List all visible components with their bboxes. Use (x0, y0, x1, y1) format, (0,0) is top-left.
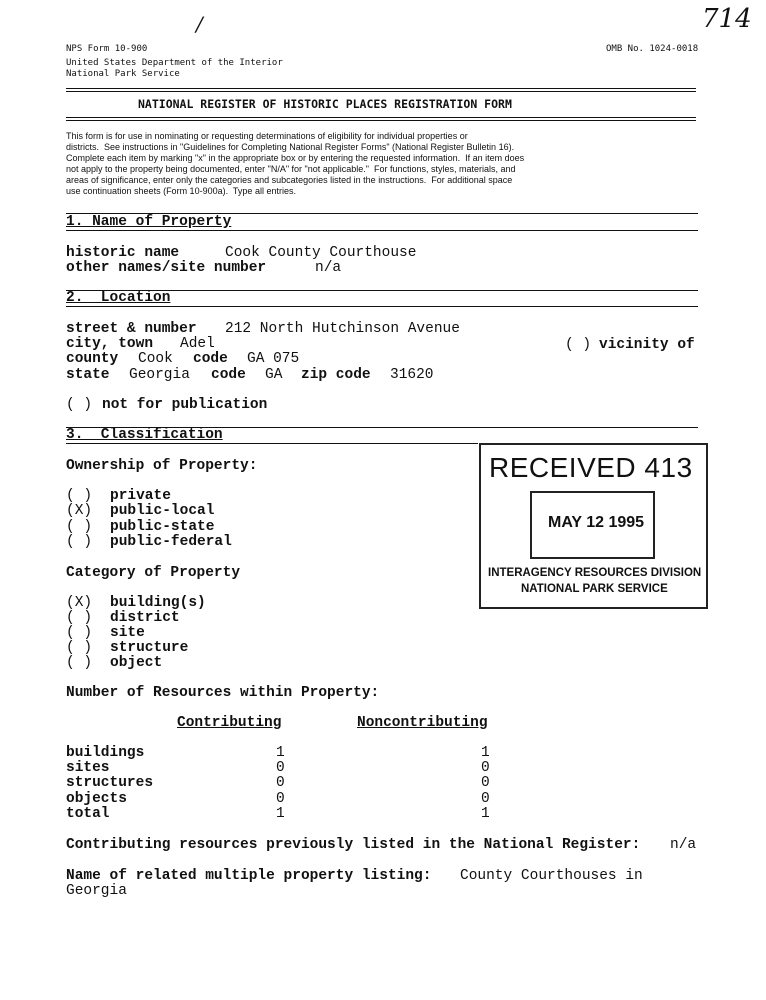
title-rule-top (66, 88, 696, 89)
zip-value: 31620 (390, 367, 434, 383)
street-value: 212 North Hutchinson Avenue (225, 321, 460, 337)
city-label: city, town (66, 336, 154, 352)
street-label: street & number (66, 321, 197, 337)
resource-label-objects: objects (66, 791, 127, 807)
resource-label-buildings: buildings (66, 745, 145, 761)
handwritten-mark: / (196, 12, 203, 36)
title-rule-bottom2 (66, 120, 696, 121)
ownership-checkbox-public-local[interactable]: (X) (66, 503, 93, 519)
resource-contributing-total: 1 (276, 806, 285, 822)
category-label-structure: structure (110, 640, 189, 656)
not-for-publication-label: not for publication (102, 397, 268, 413)
instruction-line: not apply to the property being documented, enter "N/A" for "not applicable." For functions, styles, materials, and (66, 164, 516, 174)
category-label: Category of Property (66, 565, 241, 581)
other-names-value: n/a (315, 260, 342, 276)
section1-rule-bottom (66, 230, 698, 231)
resource-contributing-structures: 0 (276, 775, 285, 791)
section2-rule-bottom (66, 306, 698, 307)
historic-name-value: Cook County Courthouse (225, 245, 417, 261)
category-label-object: object (110, 655, 163, 671)
department: United States Department of the Interior (66, 58, 283, 68)
title-rule-top2 (66, 91, 696, 92)
ownership-label-private: private (110, 488, 171, 504)
historic-name-label: historic name (66, 245, 180, 261)
resources-label: Number of Resources within Property: (66, 685, 380, 701)
vicinity-label: vicinity of (599, 337, 695, 353)
section2-heading: 2. Location (66, 290, 171, 306)
state-code-label: code (211, 367, 246, 383)
city-value: Adel (180, 336, 215, 352)
section1-heading: 1. Name of Property (66, 214, 232, 230)
title-rule-bottom (66, 117, 696, 118)
stamp-service: NATIONAL PARK SERVICE (521, 583, 668, 595)
ownership-checkbox-private[interactable]: ( ) (66, 488, 93, 504)
resource-noncontributing-buildings: 1 (481, 745, 490, 761)
form-number: NPS Form 10-900 (66, 44, 148, 54)
resource-contributing-objects: 0 (276, 791, 285, 807)
state-label: state (66, 367, 110, 383)
category-checkbox-structure[interactable]: ( ) (66, 640, 93, 656)
omb-number: OMB No. 1024-0018 (606, 44, 699, 54)
section3-heading: 3. Classification (66, 427, 223, 443)
instruction-line: use continuation sheets (Form 10-900a). Type all entries. (66, 186, 296, 196)
service: National Park Service (66, 69, 180, 79)
related-listing-value: County Courthouses in (460, 868, 643, 884)
resource-label-total: total (66, 806, 110, 822)
ownership-checkbox-public-federal[interactable]: ( ) (66, 534, 93, 550)
county-code-value: GA 075 (247, 351, 300, 367)
county-value: Cook (138, 351, 173, 367)
resource-label-structures: structures (66, 775, 154, 791)
ownership-label-public-federal: public-federal (110, 534, 232, 550)
section3-rule-bottom (66, 443, 478, 444)
resource-noncontributing-sites: 0 (481, 760, 490, 776)
ownership-label-public-local: public-local (110, 503, 215, 519)
contributing-header: Contributing (177, 715, 282, 731)
vicinity-checkbox[interactable]: ( ) (565, 337, 592, 353)
state-value: Georgia (129, 367, 190, 383)
resource-noncontributing-objects: 0 (481, 791, 490, 807)
instructions (66, 131, 706, 197)
handwritten-number: 714 (702, 4, 752, 34)
zip-label: zip code (301, 367, 371, 383)
stamp-received-text: RECEIVED 413 (489, 452, 693, 483)
county-label: county (66, 351, 119, 367)
resource-noncontributing-structures: 0 (481, 775, 490, 791)
form-title: NATIONAL REGISTER OF HISTORIC PLACES REGISTRATION FORM (138, 97, 512, 111)
county-code-label: code (193, 351, 228, 367)
stamp-division: INTERAGENCY RESOURCES DIVISION (488, 567, 702, 579)
noncontributing-header: Noncontributing (357, 715, 488, 731)
not-for-publication-checkbox[interactable]: ( ) (66, 397, 93, 413)
related-listing-value-cont: Georgia (66, 883, 127, 899)
category-label-site: site (110, 625, 145, 641)
resource-label-sites: sites (66, 760, 110, 776)
previously-listed-value: n/a (670, 837, 697, 853)
related-listing-label: Name of related multiple property listing: (66, 868, 432, 884)
ownership-checkbox-public-state[interactable]: ( ) (66, 519, 93, 535)
resource-contributing-sites: 0 (276, 760, 285, 776)
category-label-district: district (110, 610, 180, 626)
previously-listed-label: Contributing resources previously listed in the National Register: (66, 837, 641, 853)
instruction-line: Complete each item by marking "x" in the appropriate box or by entering the requested information. If an item does (66, 153, 525, 163)
ownership-label: Ownership of Property: (66, 458, 258, 474)
instruction-line: districts. See instructions in "Guidelines for Completing National Register Forms" (National Register Bulletin 16). (66, 142, 515, 152)
other-names-label: other names/site number (66, 260, 267, 276)
category-checkbox-object[interactable]: ( ) (66, 655, 93, 671)
ownership-label-public-state: public-state (110, 519, 215, 535)
instruction-line: areas of significance, enter only the categories and subcategories listed in the instructions. For additional space (66, 175, 513, 185)
stamp-date: MAY 12 1995 (548, 514, 645, 531)
category-checkbox-site[interactable]: ( ) (66, 625, 93, 641)
resource-noncontributing-total: 1 (481, 806, 490, 822)
instruction-line: This form is for use in nominating or requesting determinations of eligibility for individual properties or (66, 131, 468, 141)
category-checkbox-district[interactable]: ( ) (66, 610, 93, 626)
category-checkbox-buildings[interactable]: (X) (66, 595, 93, 611)
resource-contributing-buildings: 1 (276, 745, 285, 761)
state-code-value: GA (265, 367, 283, 383)
category-label-buildings: building(s) (110, 595, 206, 611)
